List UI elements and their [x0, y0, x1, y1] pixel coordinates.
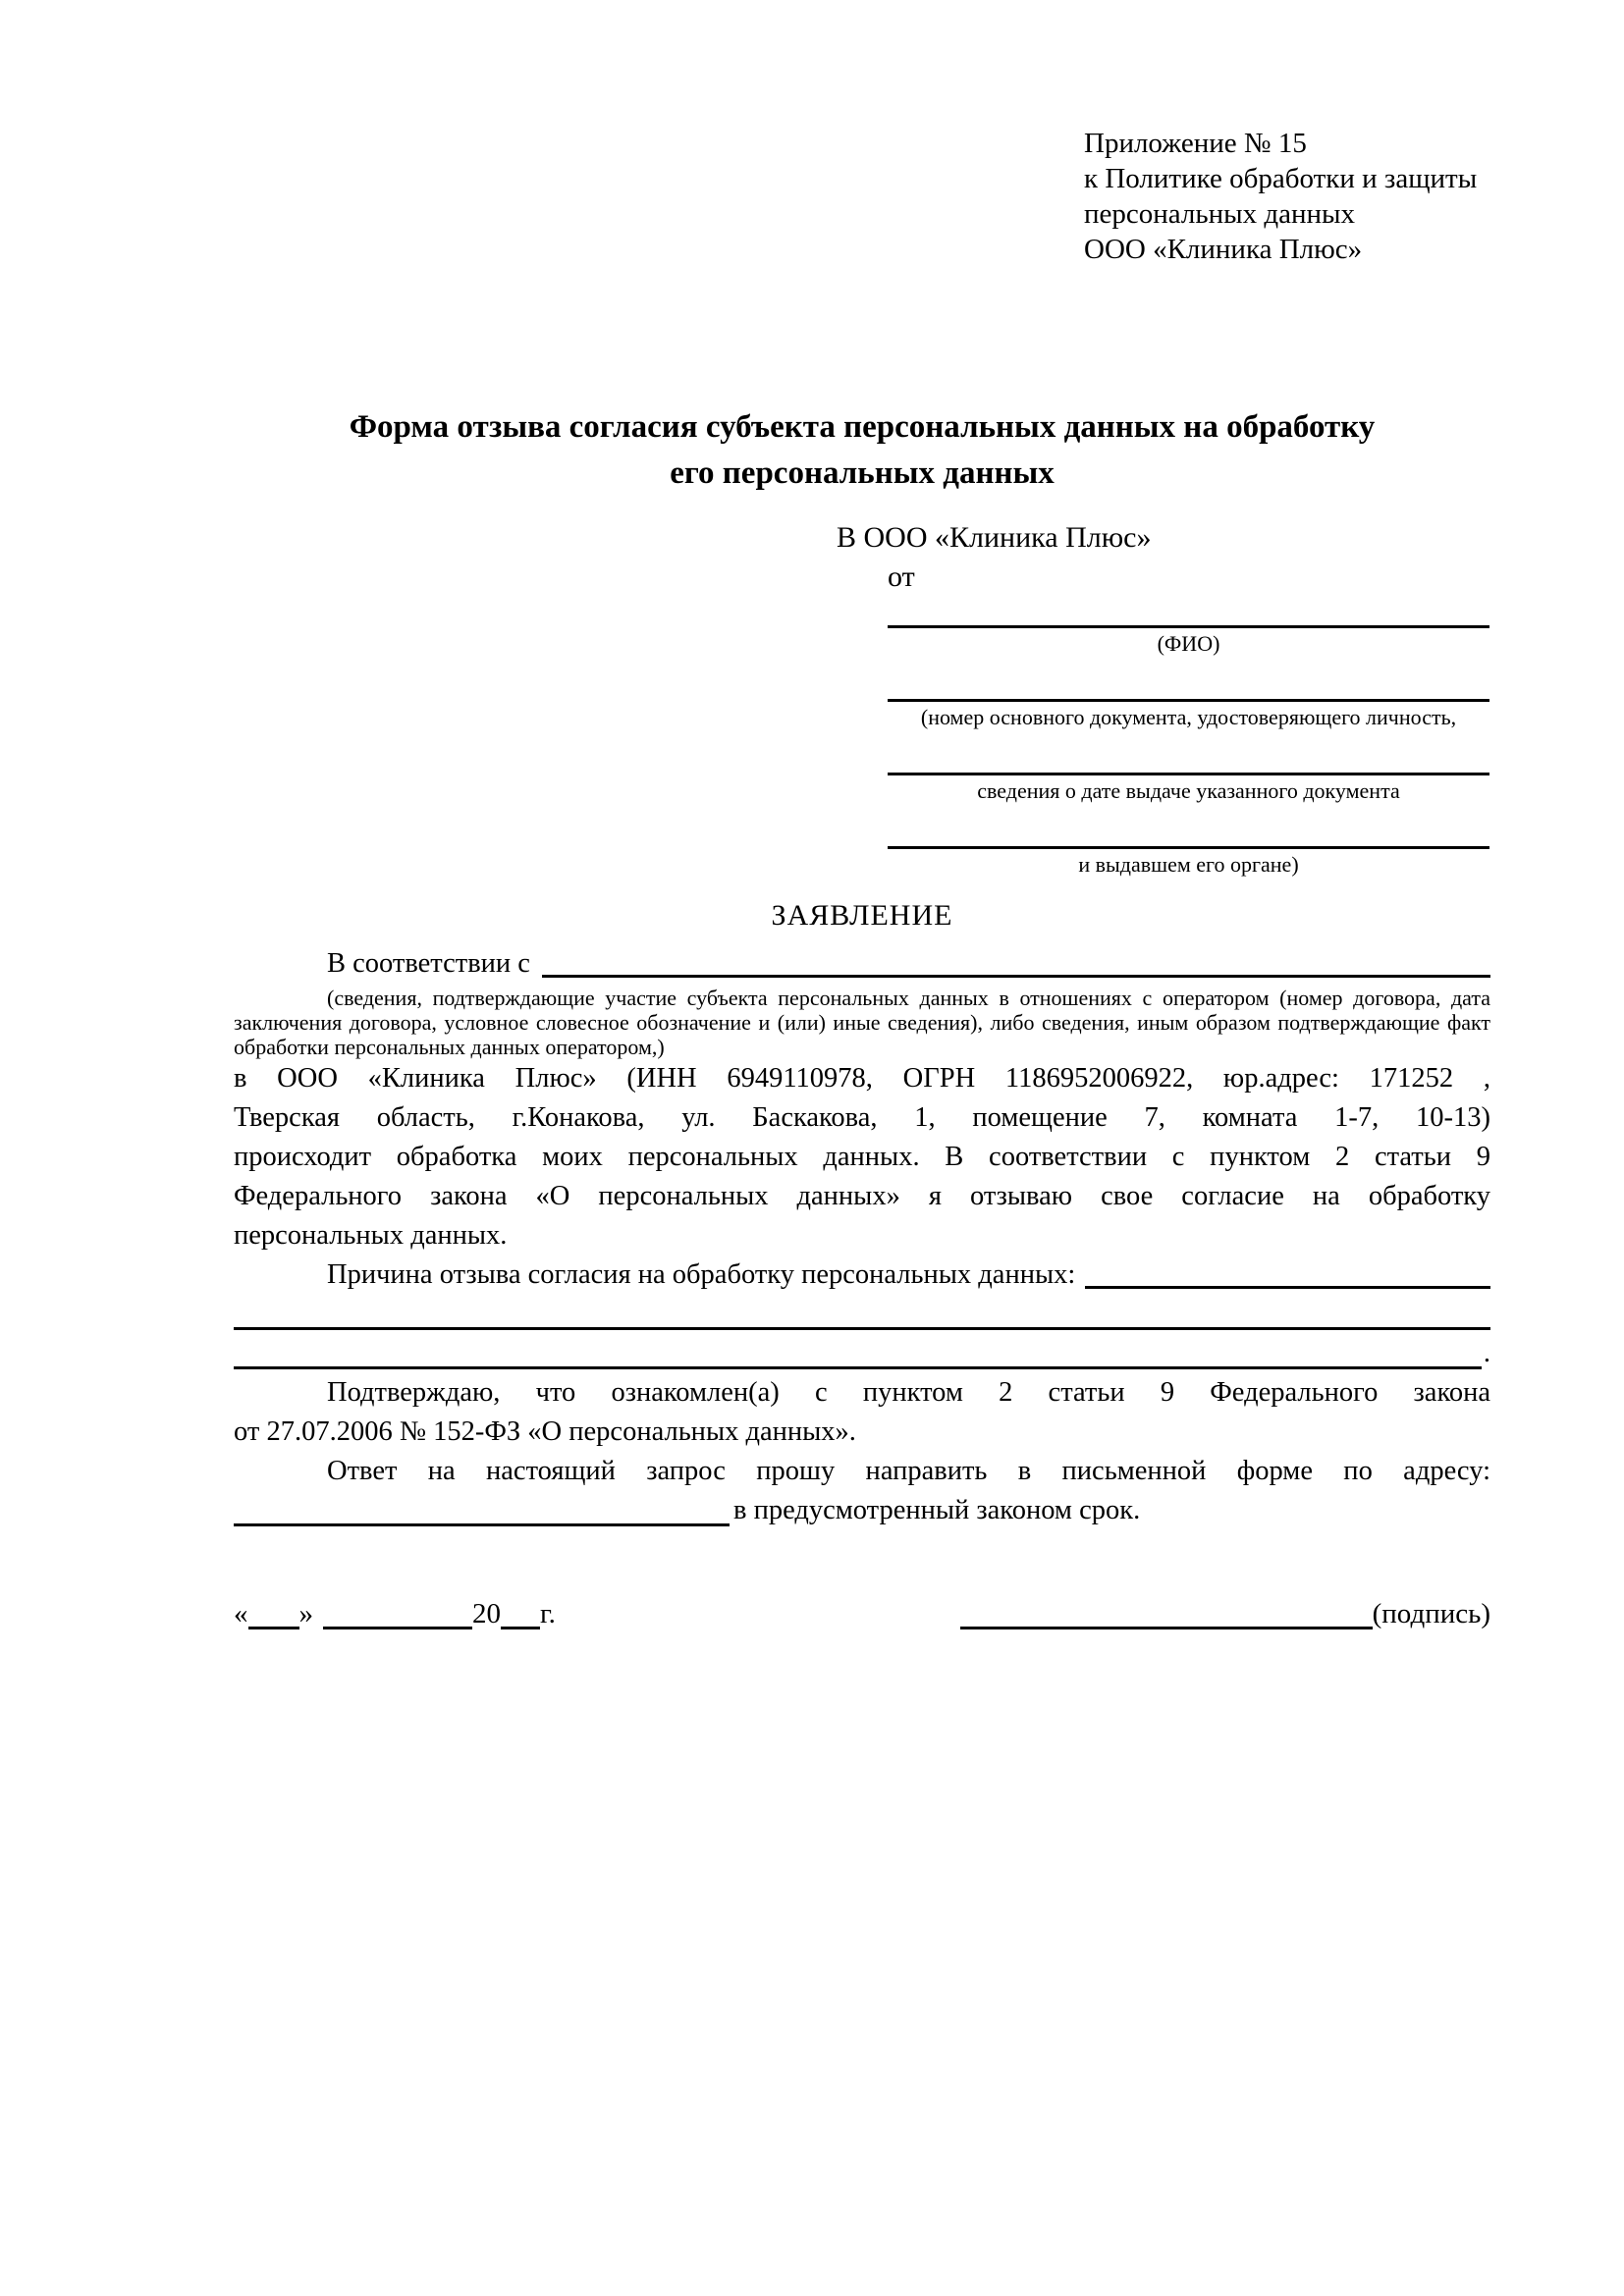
main-paragraph-line: Федерального закона «О персональных данных» я отзываю свое согласие на обработку [234, 1181, 1490, 1211]
document-title [234, 404, 1490, 497]
document-title-line: Форма отзыва согласия субъекта персональных данных на обработку [349, 409, 1376, 445]
confirmation-paragraph-line: от 27.07.2006 № 152-ФЗ «О персональных данных». [234, 1416, 856, 1447]
basis-fill-in-blank[interactable] [542, 975, 1490, 978]
appendix-note [1084, 126, 1477, 267]
confirmation-paragraph [234, 1373, 1490, 1452]
reply-request-line: Ответ на настоящий запрос прошу направить в письменной форме по адресу: [327, 1456, 1490, 1486]
reason-write-row-1 [234, 1295, 1490, 1334]
reason-label: Причина отзыва согласия на обработку персональных данных: [327, 1259, 1076, 1290]
fill-in-blank-line[interactable] [888, 803, 1489, 849]
field-caption: (номер основного документа, удостоверяющего личность, [920, 705, 1457, 729]
date-year-blank[interactable] [501, 1627, 540, 1629]
addressee-fields [888, 597, 1489, 877]
reason-fill-in-blank-line-2[interactable] [234, 1366, 1482, 1369]
quote-close: » [298, 1598, 313, 1629]
address-fill-in-blank[interactable] [234, 1523, 730, 1526]
field-caption: сведения о дате выдаче указанного документа [977, 778, 1400, 803]
document-title-line: его персональных данных [670, 455, 1055, 491]
reason-write-row-2 [234, 1334, 1490, 1373]
statement-body [234, 942, 1490, 1530]
fill-in-blank-line[interactable] [888, 597, 1489, 628]
addressee-block [837, 518, 1489, 877]
lead-line [234, 942, 1490, 984]
main-paragraph-line: персональных данных. [234, 1220, 508, 1251]
year-suffix: г. [540, 1598, 556, 1629]
reason-fill-in-blank-line-1[interactable] [234, 1327, 1490, 1330]
signature-blank[interactable] [960, 1627, 1373, 1629]
explanatory-note [234, 986, 1490, 1059]
addressee-field [888, 597, 1489, 656]
signature-line-group [960, 1594, 1490, 1633]
line-terminator: . [1483, 1338, 1490, 1368]
main-paragraph [234, 1059, 1490, 1255]
year-prefix: 20 [472, 1598, 501, 1629]
date-month-blank[interactable] [323, 1627, 472, 1629]
explanatory-note-line: обработки персональных данных оператором,) [234, 1035, 665, 1059]
appendix-note-line: персональных данных [1084, 198, 1356, 230]
date-day-blank[interactable] [248, 1627, 299, 1629]
signature-caption: (подпись) [1372, 1598, 1490, 1629]
date-line [234, 1594, 556, 1633]
explanatory-note-line: (сведения, подтверждающие участие субъекта персональных данных в отношениях с оператором (номер договора, дата [327, 986, 1490, 1010]
appendix-note-line: Приложение № 15 [1084, 128, 1307, 159]
reason-fill-in-blank[interactable] [1085, 1286, 1490, 1289]
fill-in-blank-line[interactable] [888, 656, 1489, 702]
reply-tail-text: в предусмотренный законом срок. [733, 1495, 1141, 1525]
appendix-note-line: ООО «Клиника Плюс» [1084, 234, 1363, 265]
fill-in-blank-line[interactable] [888, 729, 1489, 775]
addressee-field [888, 656, 1489, 729]
addressee-field [888, 729, 1489, 803]
main-paragraph-line: Тверская область, г.Конакова, ул. Баскакова, 1, помещение 7, комната 1-7, 10-13) [234, 1102, 1490, 1133]
quote-open: « [234, 1598, 248, 1629]
appendix-note-line: к Политике обработки и защиты [1084, 163, 1478, 194]
reply-address-line [234, 1491, 1490, 1530]
field-caption: (ФИО) [1157, 631, 1220, 656]
reason-line [234, 1255, 1490, 1295]
addressee-from-label: от [888, 561, 915, 593]
confirmation-paragraph-line: Подтверждаю, что ознакомлен(а) с пунктом 2 статьи 9 Федерального закона [327, 1377, 1490, 1408]
main-paragraph-line: в ООО «Клиника Плюс» (ИНН 6949110978, ОГРН 1186952006922, юр.адрес: 171252 , [234, 1063, 1490, 1094]
explanatory-note-line: заключения договора, условное словесное обозначение и (или) иные сведения), либо сведения, иным образом подтверждающие факт [234, 1010, 1490, 1035]
addressee-field [888, 803, 1489, 877]
addressee-to: В ООО «Клиника Плюс» [837, 521, 1152, 554]
field-caption: и выдавшем его органе) [1078, 852, 1299, 877]
date-signature-row [234, 1594, 1490, 1633]
statement-heading: ЗАЯВЛЕНИЕ [771, 899, 953, 932]
lead-text: В соответствии с [327, 948, 530, 979]
main-paragraph-line: происходит обработка моих персональных данных. В соответствии с пунктом 2 статьи 9 [234, 1142, 1490, 1172]
